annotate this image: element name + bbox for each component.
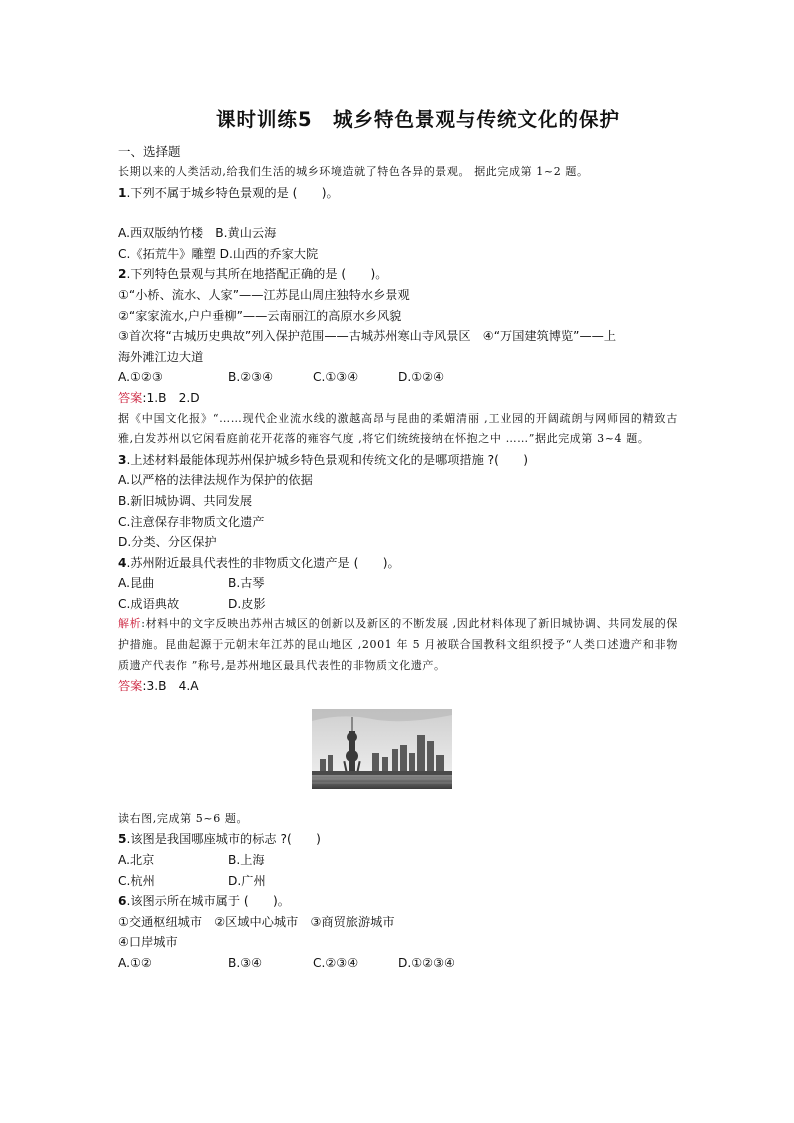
answer-label: 答案 [118, 679, 143, 694]
option-b: B.②③④ [228, 370, 274, 385]
question-text: .该图是我国哪座城市的标志 ?( ) [126, 832, 321, 847]
explanation-text: :材料中的文字反映出苏州古城区的创新以及新区的不断发展 ,因此材料体现了新旧城协调、共同发展的保护措施。昆曲起源于元朝末年江苏的昆山地区 ,2001 年 5 月被联合国教科文组织授予“人类口述遗产和非物质遗产代表作 ”称号,是苏州地区最具代表性的非物质文化遗产。 [118, 617, 678, 672]
answer-text: :1.B 2.D [142, 390, 200, 405]
option-c: C.杭州 [118, 873, 155, 888]
option-d: D.皮影 [228, 596, 266, 611]
question-text: .苏州附近最具代表性的非物质文化遗产是 ( )。 [126, 555, 400, 570]
option-d: D.①②③④ [398, 956, 455, 970]
question-text: .该图示所在城市属于 ( )。 [126, 894, 290, 909]
question-3-option-c: C.注意保存非物质文化遗产 [118, 514, 265, 529]
page-title: 课时训练5 城乡特色景观与传统文化的保护 [215, 108, 621, 131]
question-3-option-a: A.以严格的法律法规作为保护的依据 [118, 473, 313, 488]
question-6-stem [118, 891, 678, 912]
worksheet-page [118, 100, 678, 974]
option-a: A.昆曲 [118, 576, 155, 591]
question-3-option-b: B.新旧城协调、共同发展 [118, 493, 253, 508]
option-c: C.①③④ [313, 370, 359, 385]
question-1-options-line-2: C.《拓荒牛》雕塑 D.山西的乔家大院 [118, 246, 319, 261]
option-b: B.上海 [228, 853, 265, 868]
option-a: A.①② [118, 956, 152, 970]
question-6-options [118, 953, 678, 974]
question-text: .上述材料最能体现苏州保护城乡特色景观和传统文化的是哪项措施 ?( ) [126, 452, 529, 467]
question-6-items-2: ④口岸城市 [118, 935, 178, 950]
question-4-options-row-1 [118, 573, 678, 594]
question-2-item-3a: ③首次将“古城历史典故”列入保护范围——古城苏州寒山寺风景区 ④“万国建筑博览”——上 [118, 329, 617, 344]
option-a: A.①②③ [118, 370, 163, 385]
option-d: D.广州 [228, 873, 266, 888]
blank-line [118, 203, 678, 223]
question-1-stem [118, 183, 678, 204]
explanation-label: 解析 [118, 617, 142, 631]
material-intro-2: 据《中国文化报》“……现代企业流水线的激越高昂与昆曲的柔媚清丽 ,工业园的开阔疏朗与网师园的精致古雅,白发苏州以它闲看庭前花开花落的雍容气度 ,将它们统统接纳在怀抱之中 ……”据此完成第 3~4 题。 [118, 411, 678, 446]
question-number: 1 [118, 185, 127, 200]
question-1-options-line-1: A.西双版纳竹楼 B.黄山云海 [118, 226, 277, 241]
section-heading: 一、选择题 [118, 144, 181, 159]
question-2-stem [118, 264, 678, 285]
question-5-options-row-1 [118, 850, 678, 871]
question-3-stem [118, 450, 678, 471]
question-text: .下列特色景观与其所在地搭配正确的是 ( )。 [126, 267, 388, 282]
question-2-options [118, 367, 678, 388]
question-3-option-d: D.分类、分区保护 [118, 535, 217, 550]
option-c: C.②③④ [313, 956, 359, 970]
question-2-item-2: ②“家家流水,户户垂柳”——云南丽江的高原水乡风貌 [118, 308, 402, 323]
question-number: 5 [118, 832, 127, 847]
material-intro-3: 读右图,完成第 5~6 题。 [118, 811, 249, 825]
question-5-options-row-2 [118, 871, 678, 892]
question-2-item-1: ①“小桥、流水、人家”——江苏昆山周庄独特水乡景观 [118, 287, 410, 302]
option-c: C.成语典故 [118, 596, 180, 611]
question-4-stem [118, 553, 678, 574]
material-intro-1: 长期以来的人类活动,给我们生活的城乡环境造就了特色各异的景观。 据此完成第 1~2 题。 [118, 165, 589, 178]
question-number: 3 [118, 452, 127, 467]
city-skyline-photo [312, 709, 452, 789]
option-b: B.古琴 [228, 576, 265, 591]
option-a: A.北京 [118, 853, 155, 868]
question-5-stem [118, 829, 678, 850]
explanation-3-4 [118, 614, 678, 676]
question-number: 4 [118, 555, 127, 570]
answer-1-2 [118, 388, 678, 409]
question-text: .下列不属于城乡特色景观的是 ( )。 [126, 185, 339, 200]
question-number: 2 [118, 267, 127, 282]
option-d: D.①②④ [398, 370, 445, 385]
question-number: 6 [118, 894, 127, 909]
option-b: B.③④ [228, 956, 263, 970]
question-6-items-1: ①交通枢纽城市 ②区域中心城市 ③商贸旅游城市 [118, 914, 395, 929]
answer-3-4 [118, 676, 678, 697]
answer-label: 答案 [118, 390, 143, 405]
answer-text: :3.B 4.A [142, 679, 199, 694]
question-2-item-3b: 海外滩江边大道 [118, 349, 204, 364]
question-4-options-row-2 [118, 594, 678, 615]
